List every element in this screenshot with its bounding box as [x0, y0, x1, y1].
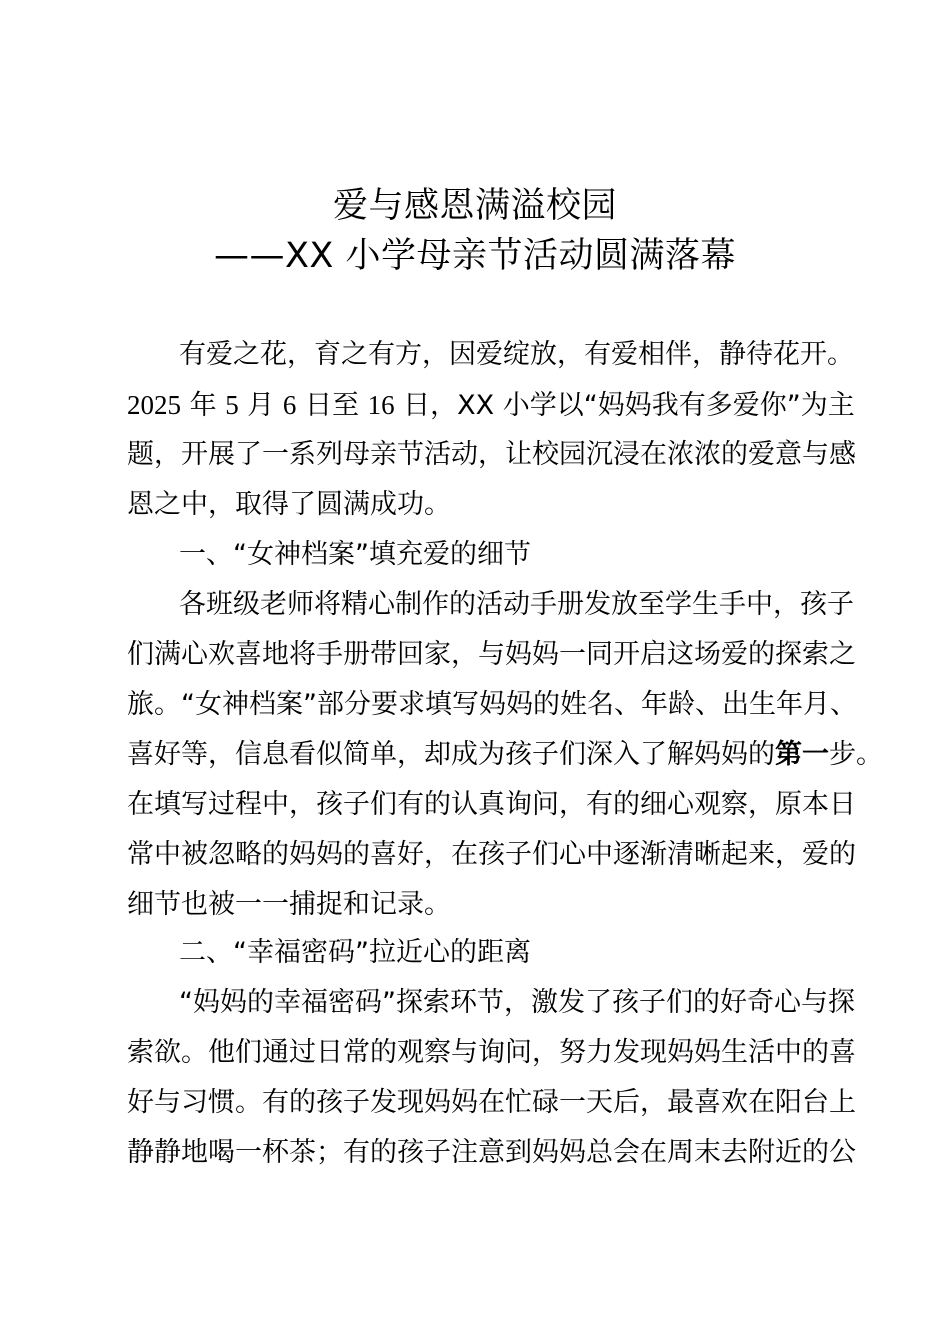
text-line: 细节也被一一捕捉和记录。 — [127, 889, 451, 920]
text-line: 索欲。他们通过日常的观察与询问，努力发现妈妈生活中的喜 — [127, 1037, 856, 1068]
text-line: 各班级老师将精心制作的活动手册发放至学生手中，孩子 — [179, 589, 854, 620]
text-fragment: 月 — [247, 390, 275, 421]
text-line: “妈妈的幸福密码”探索环节，激发了孩子们的好奇心与探 — [179, 987, 855, 1018]
text-line — [127, 388, 855, 423]
text-fragment: 喜好等，信息看似简单，却成为孩子们深入了解妈妈的 — [127, 739, 775, 770]
section-heading-1: 一、“女神档案”填充爱的细节 — [179, 539, 531, 570]
text-fragment: 日至 — [304, 390, 359, 421]
text-fragment: 步。 — [829, 739, 883, 770]
text-line: 静静地喝一杯茶；有的孩子注意到妈妈总会在周末去附近的公 — [127, 1137, 856, 1168]
text-line: 们满心欢喜地将手册带回家，与妈妈一同开启这场爱的探索之 — [127, 639, 856, 670]
document-title: 爱与感恩满溢校园 — [332, 186, 617, 226]
text-line: 旅。“女神档案”部分要求填写妈妈的姓名、年龄、出生年月、 — [127, 689, 857, 720]
document-subtitle: ——XX 小学母亲节活动圆满落幕 — [213, 236, 737, 276]
text-line: 有爱之花，育之有方，因爱绽放，有爱相伴，静待花开。 — [179, 339, 854, 370]
text-line: 恩之中，取得了圆满成功。 — [127, 489, 451, 520]
text-fragment: 日，XX 小学以“妈妈我有多爱你”为主 — [403, 390, 855, 421]
text-line: 题，开展了一系列母亲节活动，让校园沉浸在浓浓的爱意与感 — [127, 439, 856, 470]
text-line: 常中被忽略的妈妈的喜好，在孩子们心中逐渐清晰起来，爱的 — [127, 839, 856, 870]
month-number: 5 — [225, 390, 239, 420]
text-line: 在填写过程中，孩子们有的认真询问，有的细心观察，原本日 — [127, 789, 856, 820]
year-number: 2025 — [127, 390, 181, 420]
text-line: 好与习惯。有的孩子发现妈妈在忙碌一天后，最喜欢在阳台上 — [127, 1087, 856, 1118]
text-fragment: 年 — [189, 390, 217, 421]
text-line — [127, 738, 883, 772]
section-heading-2: 二、“幸福密码”拉近心的距离 — [179, 937, 531, 968]
day-number: 6 — [282, 390, 297, 420]
bold-text: 第一 — [775, 739, 829, 770]
day-number: 16 — [367, 390, 395, 420]
